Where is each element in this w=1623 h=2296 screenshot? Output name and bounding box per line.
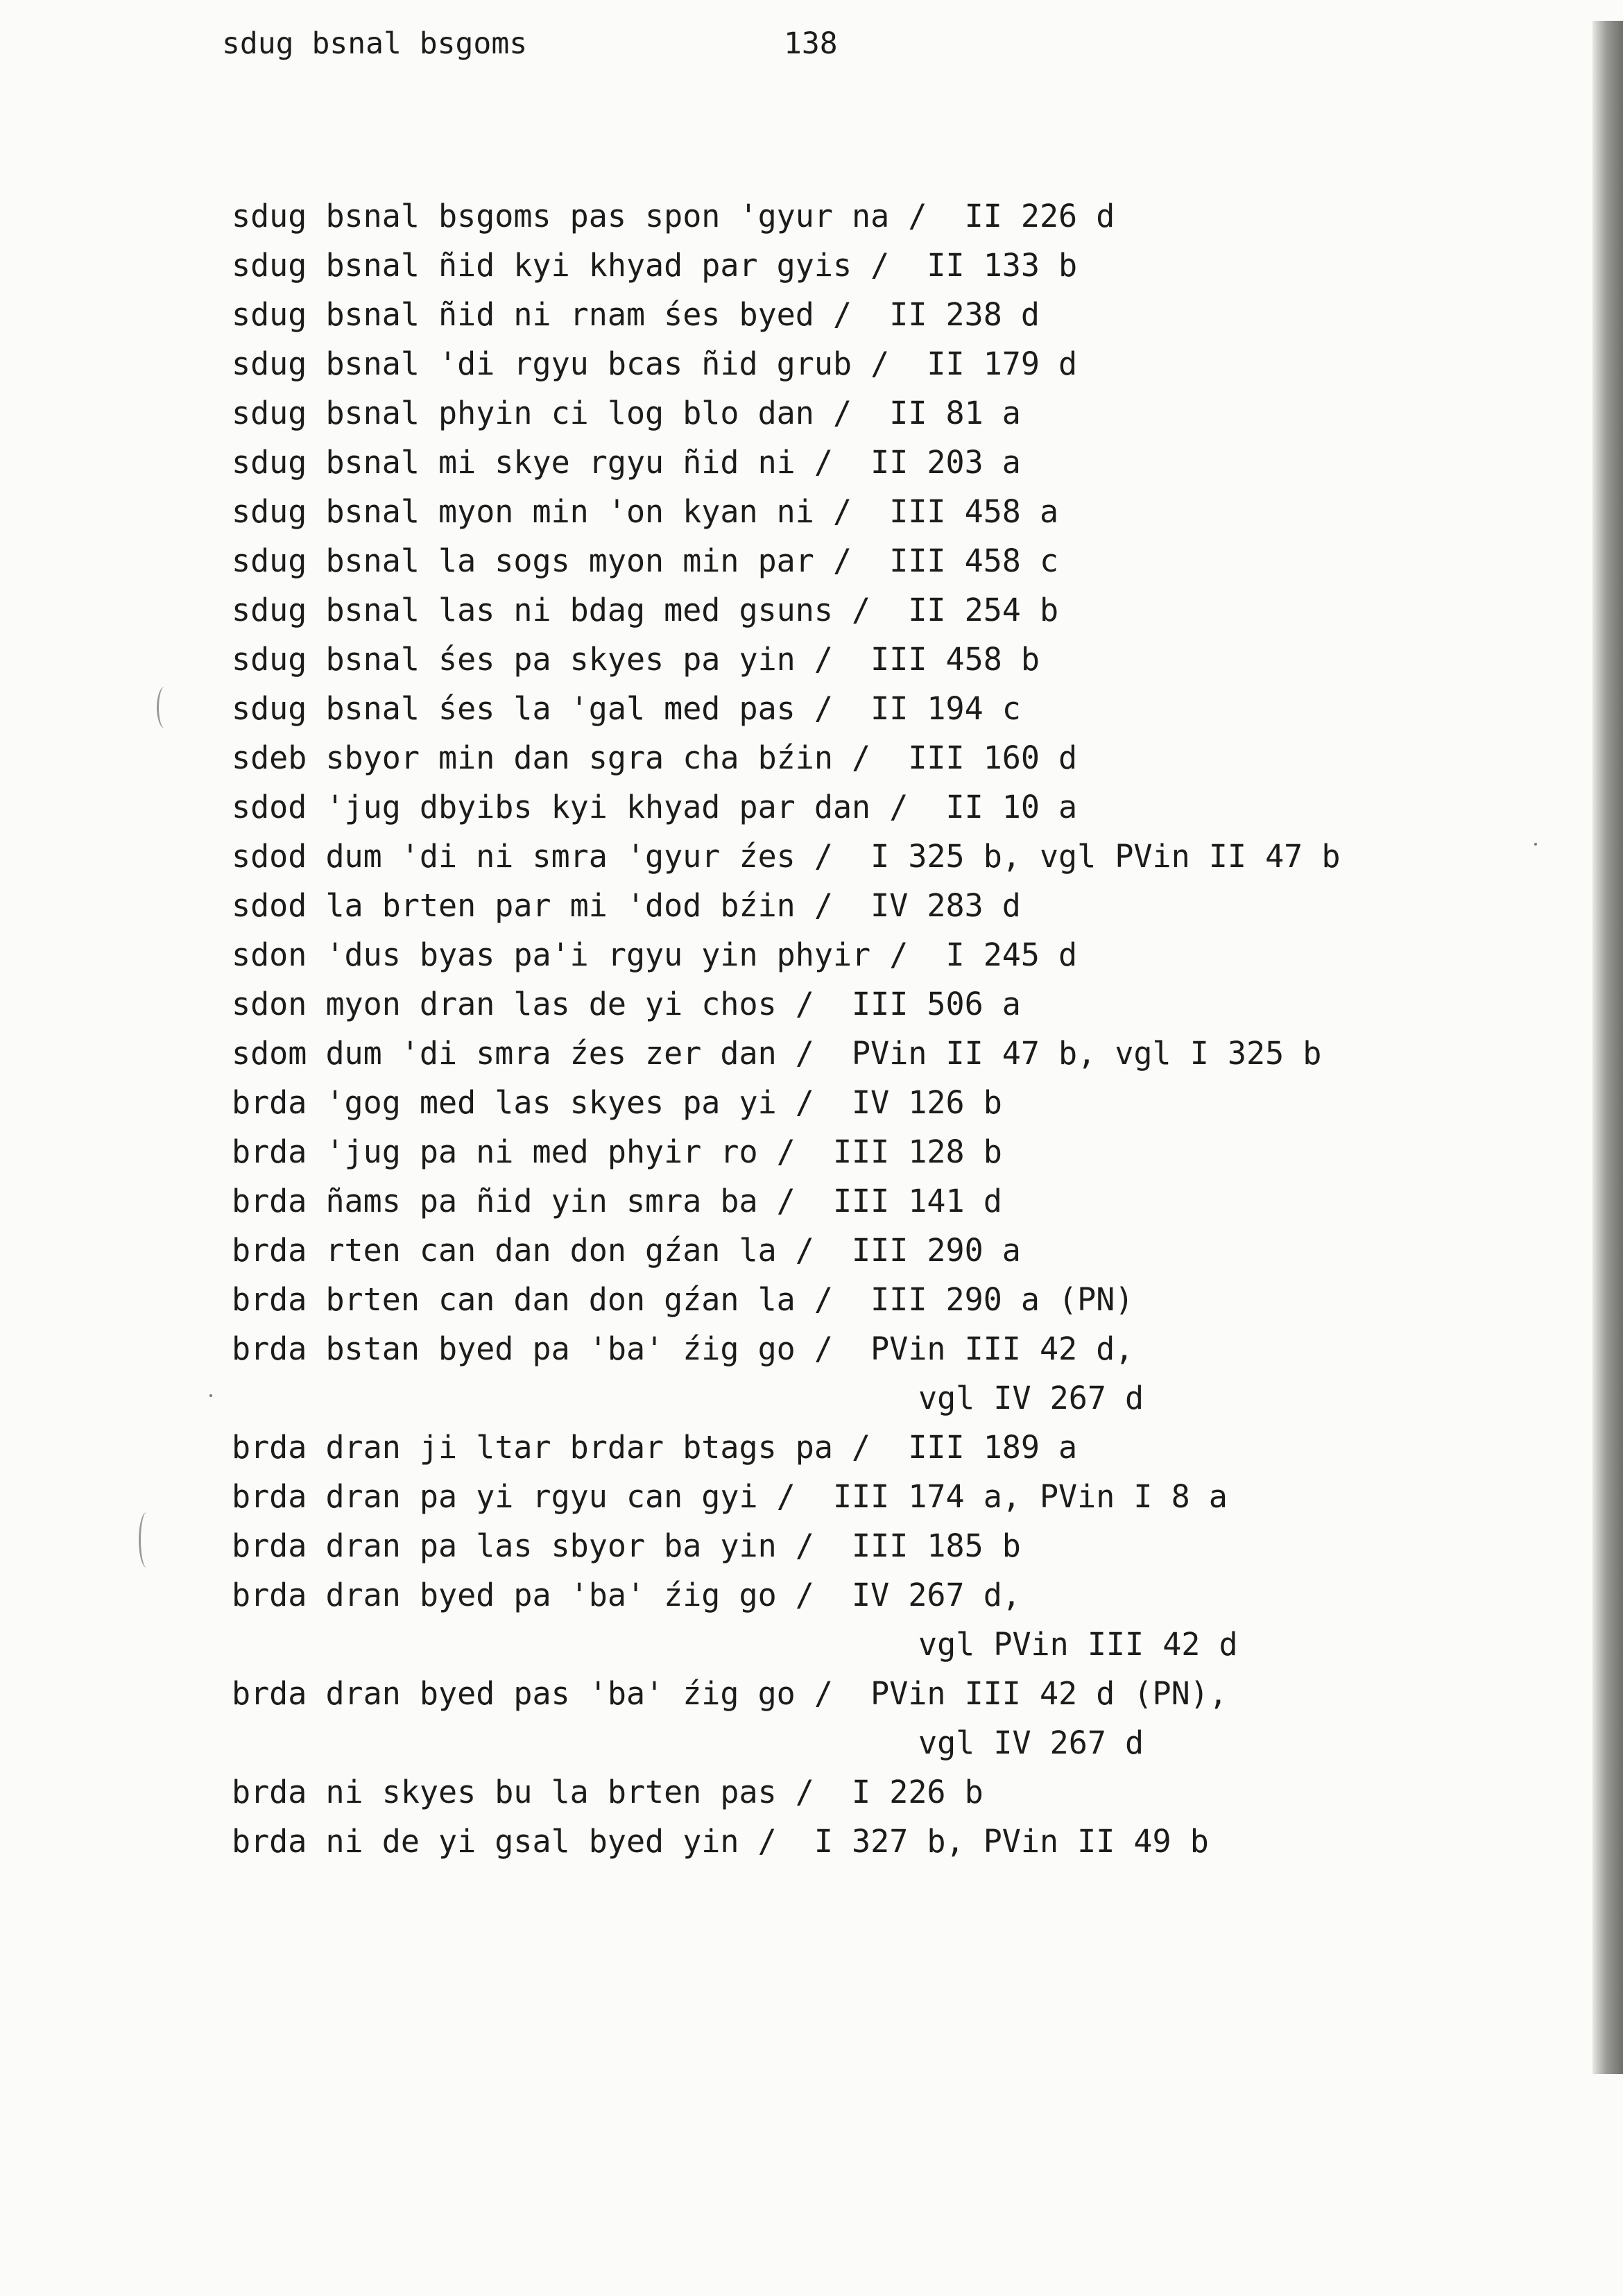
index-entries <box>232 191 1549 1866</box>
index-entry: sdod la brten par mi 'dod bźin / IV 283 d <box>232 887 1021 924</box>
scanned-page-edge <box>1592 21 1623 2074</box>
index-entry: brda ni de yi gsal byed yin / I 327 b, PVin II 49 b <box>232 1823 1209 1860</box>
index-entry: brda ni skyes bu la brten pas / I 226 b <box>232 1774 984 1810</box>
index-entry: brda dran pa yi rgyu can gyi / III 174 a, PVin I 8 a <box>232 1478 1228 1515</box>
index-entry: sdug bsnal ñid kyi khyad par gyis / II 133 b <box>232 247 1078 284</box>
index-entry: brda bstan byed pa 'ba' źig go / PVin III 42 d, <box>232 1330 1134 1367</box>
index-entry-continuation: vgl IV 267 d <box>918 1724 1144 1761</box>
running-header-title: sdug bsnal bsgoms <box>222 26 528 61</box>
index-entry: sdeb sbyor min dan sgra cha bźin / III 160 d <box>232 739 1078 776</box>
index-entry: sdod 'jug dbyibs kyi khyad par dan / II 10 a <box>232 789 1078 825</box>
pencil-mark <box>139 1512 155 1568</box>
index-entry: sdug bsnal la sogs myon min par / III 458 c <box>232 542 1059 579</box>
index-entry: brda brten can dan don gźan la / III 290 a (PN) <box>232 1281 1134 1318</box>
index-entry: sdug bsnal bsgoms pas spon 'gyur na / II 226 d <box>232 198 1115 234</box>
index-entry: brda 'jug pa ni med phyir ro / III 128 b <box>232 1133 1002 1170</box>
index-entry: sdon 'dus byas pa'i rgyu yin phyir / I 245 d <box>232 936 1078 973</box>
index-entry: brda 'gog med las skyes pa yi / IV 126 b <box>232 1084 1002 1121</box>
index-entry: sdug bsnal phyin ci log blo dan / II 81 a <box>232 395 1021 431</box>
index-entry: sdug bsnal myon min 'on kyan ni / III 458 a <box>232 493 1059 530</box>
index-entry: sdug bsnal las ni bdag med gsuns / II 254 b <box>232 592 1059 628</box>
index-entry: sdug bsnal śes pa skyes pa yin / III 458 b <box>232 641 1040 678</box>
speck <box>209 1394 212 1397</box>
page-number: 138 <box>784 26 838 61</box>
index-entry-continuation: vgl IV 267 d <box>918 1380 1144 1416</box>
index-entry: sdug bsnal ñid ni rnam śes byed / II 238 d <box>232 296 1040 333</box>
index-entry: sdug bsnal 'di rgyu bcas ñid grub / II 179 d <box>232 345 1078 382</box>
index-entry: brda dran byed pas 'ba' źig go / PVin III 42 d (PN), <box>232 1675 1228 1712</box>
index-entry: brda rten can dan don gźan la / III 290 a <box>232 1232 1021 1269</box>
index-entry: sdon myon dran las de yi chos / III 506 a <box>232 986 1021 1022</box>
index-entry: brda ñams pa ñid yin smra ba / III 141 d <box>232 1183 1002 1219</box>
index-entry: sdod dum 'di ni smra 'gyur źes / I 325 b, vgl PVin II 47 b <box>232 838 1341 875</box>
index-entry: brda dran byed pa 'ba' źig go / IV 267 d, <box>232 1577 1021 1613</box>
index-entry: sdug bsnal śes la 'gal med pas / II 194 c <box>232 690 1021 727</box>
index-entry: sdug bsnal mi skye rgyu ñid ni / II 203 a <box>232 444 1021 481</box>
index-entry: brda dran pa las sbyor ba yin / III 185 b <box>232 1527 1021 1564</box>
index-entry-continuation: vgl PVin III 42 d <box>918 1626 1238 1663</box>
pencil-mark <box>157 687 173 728</box>
index-entry: brda dran ji ltar brdar btags pa / III 189 a <box>232 1429 1078 1466</box>
index-entry: sdom dum 'di smra źes zer dan / PVin II 47 b, vgl I 325 b <box>232 1035 1322 1072</box>
